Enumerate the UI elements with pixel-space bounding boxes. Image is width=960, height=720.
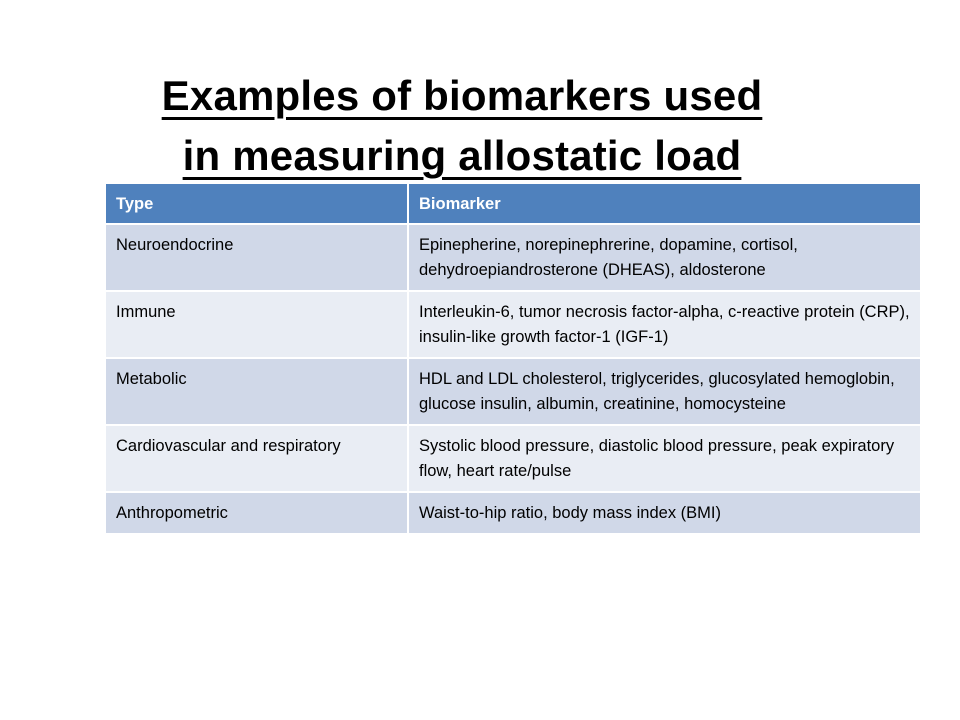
title-line-1 <box>0 66 924 126</box>
header-type: Type <box>105 183 408 224</box>
table-header-row <box>105 183 921 224</box>
table-row <box>105 291 921 358</box>
cell-biomarker: HDL and LDL cholesterol, triglycerides, glucosylated hemoglobin, glucose insulin, albumin, creatinine, homocysteine <box>408 358 921 425</box>
cell-type: Anthropometric <box>105 492 408 534</box>
biomarker-table <box>104 182 922 535</box>
header-biomarker: Biomarker <box>408 183 921 224</box>
cell-type: Neuroendocrine <box>105 224 408 291</box>
cell-type: Cardiovascular and respiratory <box>105 425 408 492</box>
title-line-2-text: in measuring allostatic load <box>182 132 742 180</box>
cell-biomarker: Epinepherine, norepinephrerine, dopamine, cortisol, dehydroepiandrosterone (DHEAS), aldosterone <box>408 224 921 291</box>
cell-biomarker: Waist-to-hip ratio, body mass index (BMI) <box>408 492 921 534</box>
page-title <box>0 66 924 186</box>
table-row <box>105 492 921 534</box>
cell-type: Immune <box>105 291 408 358</box>
table-row <box>105 224 921 291</box>
cell-type: Metabolic <box>105 358 408 425</box>
title-line-1-text: Examples of biomarkers used <box>161 72 763 120</box>
cell-biomarker: Interleukin-6, tumor necrosis factor-alpha, c-reactive protein (CRP), insulin-like growth factor-1 (IGF-1) <box>408 291 921 358</box>
table-row <box>105 358 921 425</box>
cell-biomarker: Systolic blood pressure, diastolic blood pressure, peak expiratory flow, heart rate/pulse <box>408 425 921 492</box>
table-row <box>105 425 921 492</box>
title-line-2 <box>0 126 924 186</box>
